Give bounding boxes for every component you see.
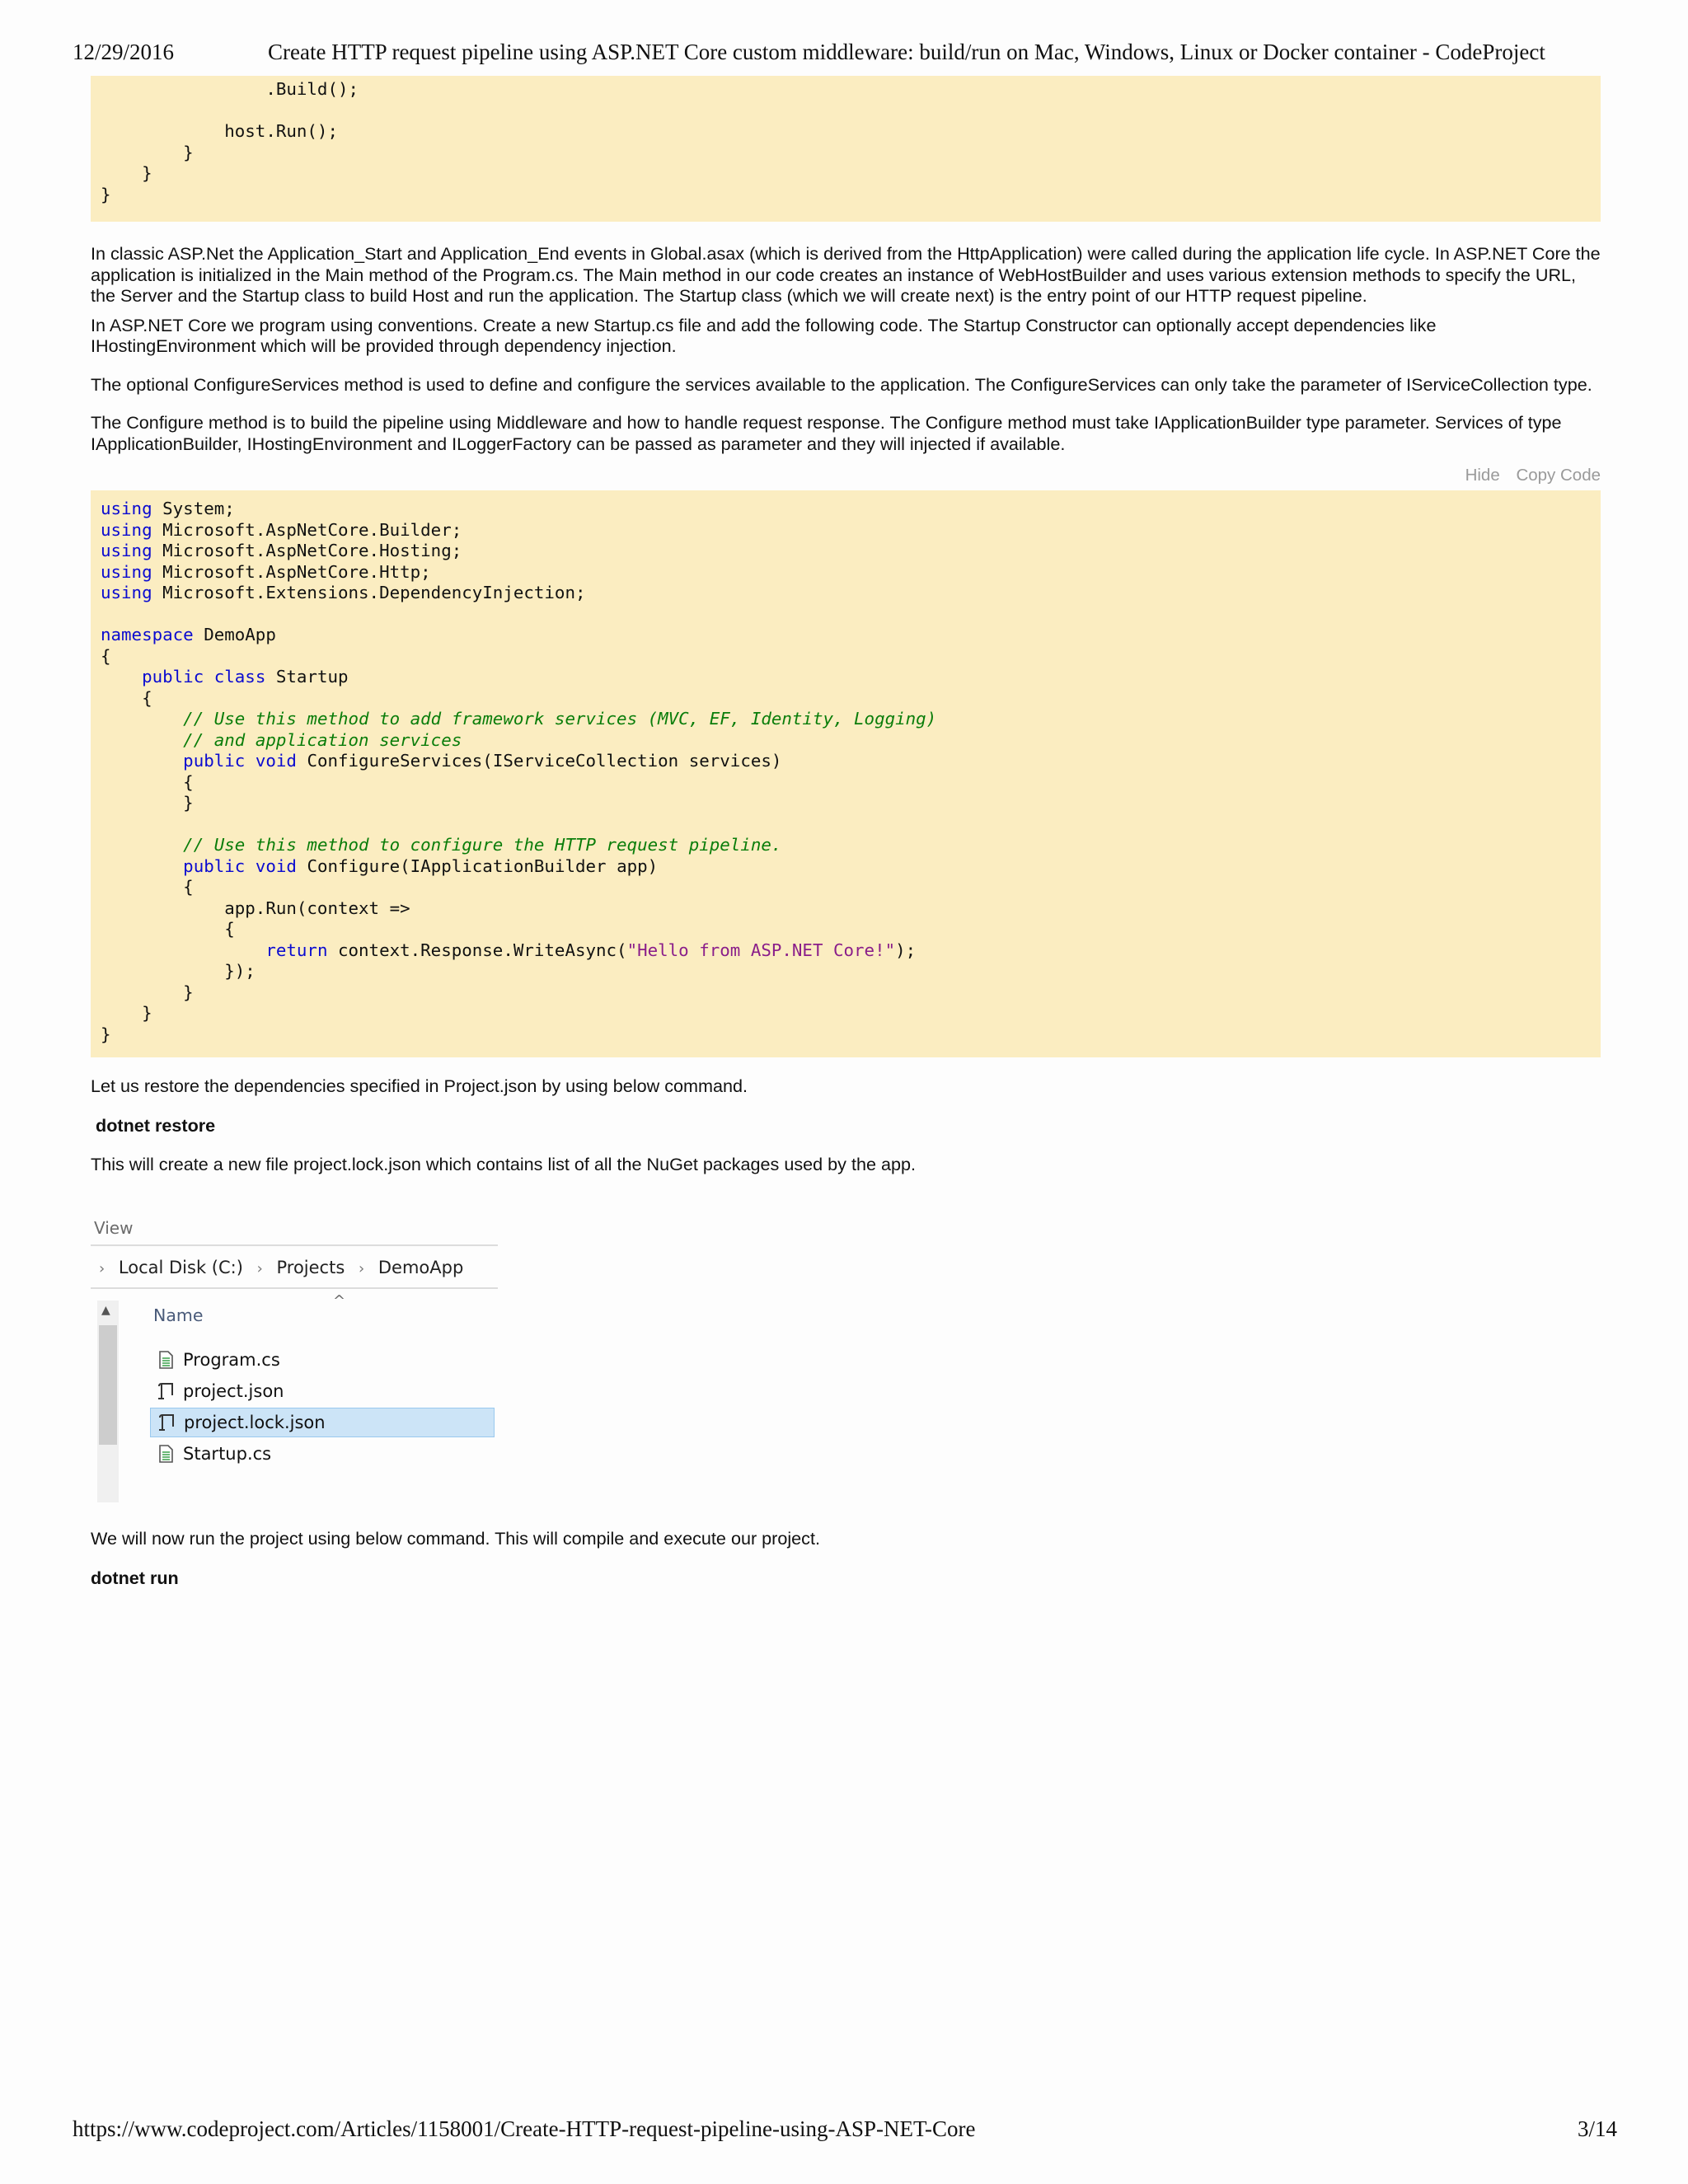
code-text: Microsoft.AspNetCore.Builder; [152, 519, 462, 540]
code-line: } [101, 163, 152, 183]
file-item [150, 1345, 495, 1375]
code-comment: // and application services [183, 729, 462, 750]
print-date: 12/29/2016 [73, 40, 175, 64]
chevron-right-icon: › [358, 1260, 365, 1277]
breadcrumb-item: DemoApp [377, 1258, 464, 1277]
paragraph-configure-services: The optional ConfigureServices method is used to define and configure the services available to the application. The ConfigureServices can only take the parameter of IServiceCollection type. [91, 373, 1592, 395]
breadcrumb-item: Local Disk (C:) [118, 1258, 243, 1277]
sort-ascending-icon: ^ [333, 1292, 346, 1310]
column-header-name: Name [153, 1305, 204, 1325]
code-text: Configure(IApplicationBuilder app) [296, 855, 659, 876]
page-number: 3/14 [1577, 2116, 1617, 2141]
code-text: app.Run(context => [224, 898, 410, 918]
command-run: dotnet run [91, 1567, 179, 1588]
menu-view: View [94, 1218, 134, 1238]
print-url: https://www.codeproject.com/Articles/1158001/Create-HTTP-request-pipeline-using-ASP-NET-Core [73, 2116, 976, 2141]
file-item-selected [150, 1408, 495, 1437]
code-keyword: void [255, 751, 297, 771]
code-keyword: public [183, 751, 246, 771]
json-file-icon [157, 1381, 175, 1401]
json-file-icon [157, 1413, 176, 1432]
file-name: Startup.cs [183, 1444, 272, 1464]
code-keyword: public [142, 667, 204, 687]
code-keyword: public [183, 855, 246, 876]
paragraph-run: We will now run the project using below command. This will compile and execute our project. [91, 1528, 820, 1549]
code-line: .Build(); [101, 79, 359, 99]
scrollbar-thumb [99, 1325, 117, 1445]
print-title: Create HTTP request pipeline using ASP.NET Core custom middleware: build/run on Mac, Windows, Linux or Docker container - CodeProject [268, 40, 1545, 64]
divider [91, 1287, 498, 1289]
article-content [91, 76, 1601, 1175]
scrollbar [97, 1301, 119, 1502]
code-line: host.Run(); [101, 121, 338, 141]
file-explorer-screenshot [91, 1207, 498, 1507]
code-text: }); [224, 961, 256, 981]
code-text: DemoApp [193, 625, 276, 644]
file-item [150, 1439, 495, 1469]
chevron-right-icon: › [256, 1260, 263, 1277]
cs-file-icon [157, 1444, 175, 1464]
code-keyword: using [101, 541, 152, 560]
code-block-program [91, 76, 1601, 222]
code-text: ); [895, 940, 917, 960]
divider [91, 1244, 498, 1246]
file-name: project.lock.json [184, 1413, 326, 1432]
paragraph-lock-file: This will create a new file project.lock.json which contains list of all the NuGet packages used by the app. [91, 1154, 917, 1174]
file-item [150, 1376, 495, 1406]
code-text: Microsoft.AspNetCore.Hosting; [152, 541, 462, 560]
code-text: Startup [265, 667, 349, 687]
paragraph-configure: The Configure method is to build the pipeline using Middleware and how to handle request response. The Configure method must take IApplicationBuilder type parameter. Services of type IApplicationBuilder, IHostingEnvironment and ILoggerFactory can be passed as parameter and they will injected if available. [91, 412, 1562, 454]
paragraph-conventions: In ASP.NET Core we program using conventions. Create a new Startup.cs file and add the following code. The Startup Constructor can optionally accept dependencies like IHostingEnvironment which will be provided through dependency injection. [91, 314, 1437, 356]
paragraph-restore: Let us restore the dependencies specified in Project.json by using below command. [91, 1076, 748, 1096]
breadcrumb [91, 1258, 463, 1277]
code-text: Microsoft.Extensions.DependencyInjection; [152, 583, 586, 602]
code-keyword: class [213, 667, 266, 687]
code-keyword: using [101, 561, 152, 582]
cs-file-icon [157, 1350, 175, 1370]
file-name: project.json [183, 1381, 284, 1401]
article-content-continued [91, 1528, 1601, 1588]
command-restore: dotnet restore [96, 1114, 216, 1136]
print-header [73, 40, 1622, 73]
scroll-up-icon: ▲ [101, 1304, 110, 1317]
code-line: } [101, 184, 111, 204]
code-comment: // Use this method to add framework services (MVC, EF, Identity, Logging) [183, 709, 937, 729]
code-text: System; [152, 499, 235, 518]
code-toolbar [91, 466, 1601, 485]
hide-code-button[interactable]: Hide [1465, 466, 1500, 485]
code-keyword: namespace [101, 625, 194, 644]
code-text: ConfigureServices(IServiceCollection services) [296, 751, 782, 771]
code-block-startup: using System; using Microsoft.AspNetCore.Builder; using Microsoft.AspNetCore.Hosting; using Microsoft.AspNetCore.Http; using Microsoft.Extensions.DependencyInjection; namespace DemoApp { public class Startup { // Use this method to add framework services (MVC, EF, Identity, Logging) // and application services public void ConfigureServices(IServiceCollection services) { } // Use this method to configure the HTTP request pipeline. public void Configure(IApplicationBuilder app) { app.Run(context => { return context.Response.WriteAsync("Hello from ASP.NET Core!"); }); } } } [91, 490, 1601, 1057]
code-keyword: return [265, 940, 328, 960]
file-name: Program.cs [183, 1350, 280, 1370]
code-keyword: using [101, 519, 152, 540]
code-text: Microsoft.AspNetCore.Http; [152, 561, 431, 582]
code-keyword: void [255, 855, 297, 876]
code-keyword: using [101, 499, 152, 518]
code-comment: // Use this method to configure the HTTP request pipeline. [183, 835, 782, 855]
copy-code-button[interactable]: Copy Code [1516, 466, 1601, 485]
print-footer [73, 2116, 1617, 2142]
breadcrumb-item: Projects [276, 1258, 345, 1277]
paragraph-app-lifecycle: In classic ASP.Net the Application_Start and Application_End events in Global.asax (which is derived from the HttpApplication) were called during the application life cycle. In ASP.NET Core the application is initialized in the Main method of the Program.cs. The Main method in our code creates an instance of WebHostBuilder and uses various extension methods to specify the URL, the Server and the Startup class to build Host and run the application. The Startup class (which we will create next) is the entry point of our HTTP request pipeline. [91, 243, 1601, 306]
code-string: "Hello from ASP.NET Core!" [626, 940, 896, 960]
code-keyword: using [101, 583, 152, 602]
code-line: } [101, 142, 194, 162]
chevron-right-icon: › [99, 1260, 106, 1277]
code-text: context.Response.WriteAsync( [327, 940, 627, 960]
